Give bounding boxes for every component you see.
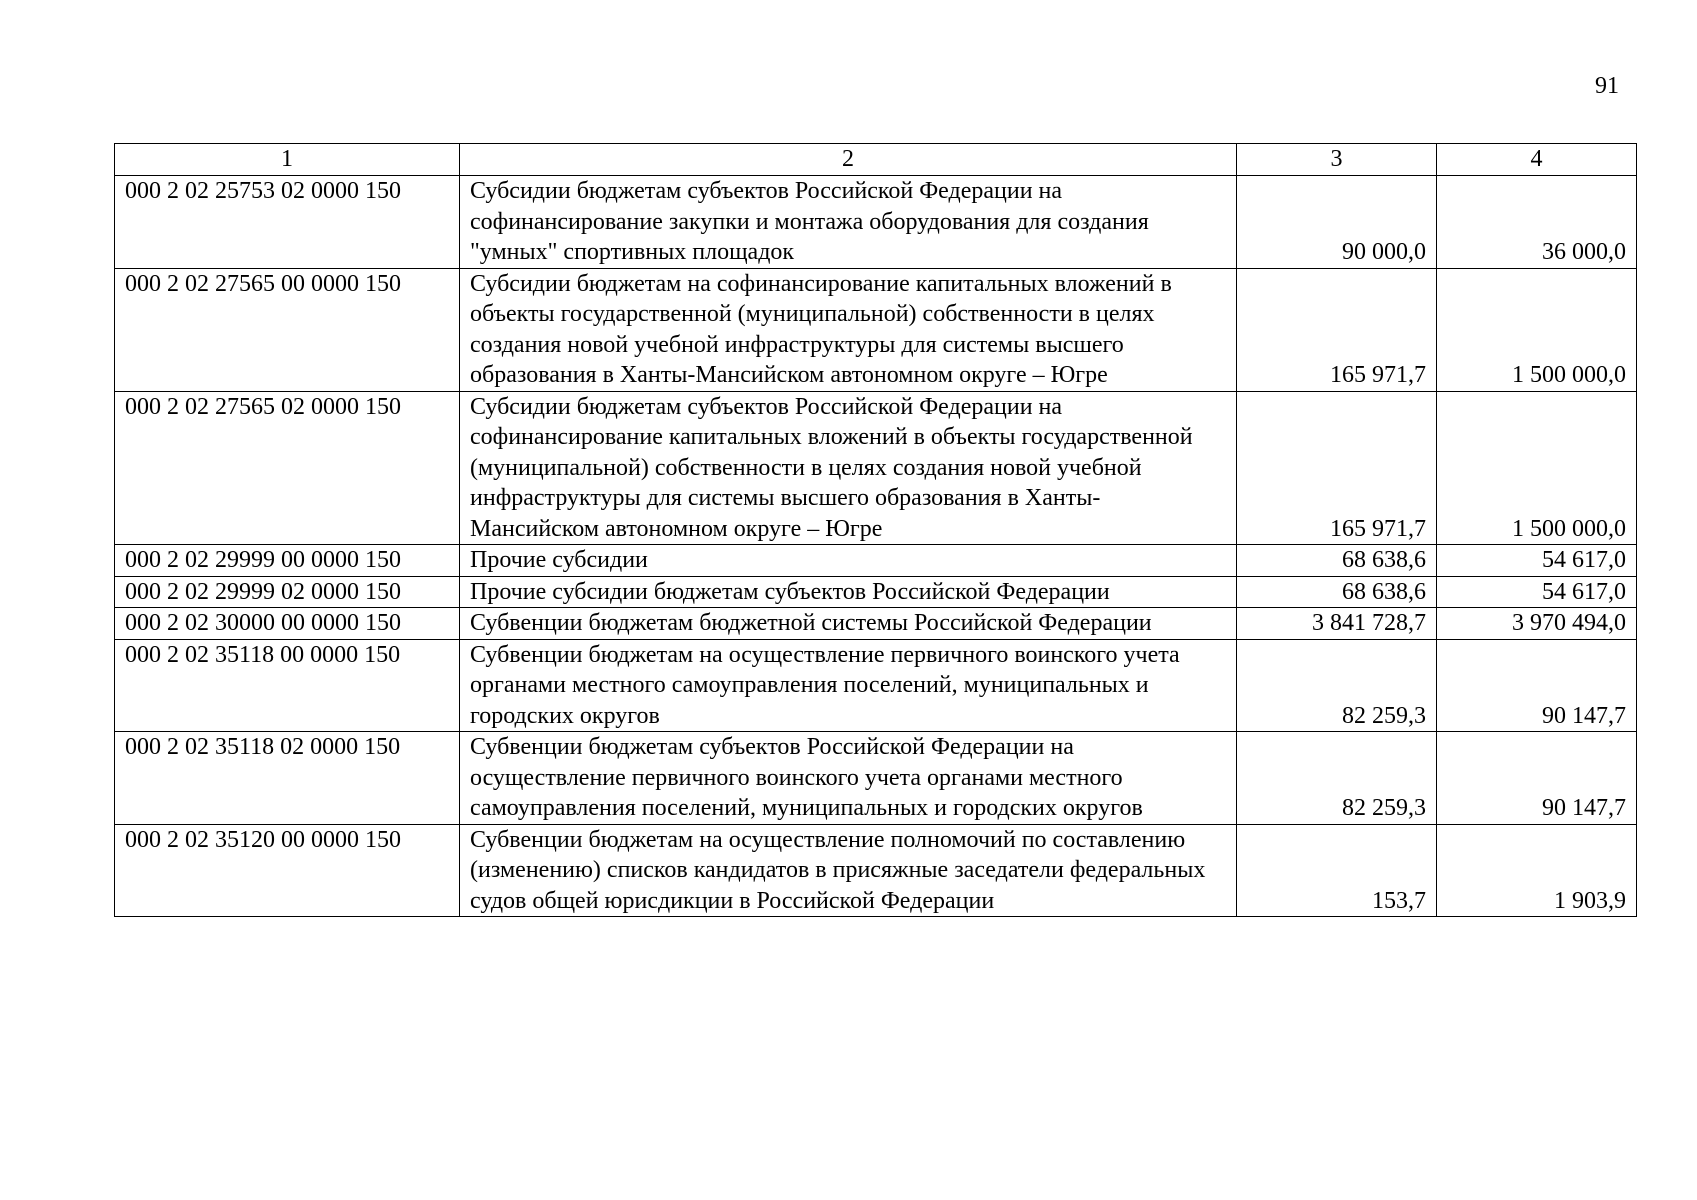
table-row	[115, 576, 1637, 608]
budget-code: 000 2 02 35118 02 0000 150	[115, 732, 460, 825]
amount-col-3: 90 000,0	[1237, 176, 1437, 269]
table-row	[115, 176, 1637, 269]
amount-col-3: 3 841 728,7	[1237, 608, 1437, 640]
income-name: Субсидии бюджетам субъектов Российской Федерации на софинансирование капитальных вложений в объекты государственной (муниципальной) собственности в целях создания новой учебной инфраструктуры для системы высшего образования в Ханты-Мансийском автономном округе – Югре	[460, 391, 1237, 545]
amount-col-4: 54 617,0	[1437, 576, 1637, 608]
amount-col-4: 1 500 000,0	[1437, 268, 1637, 391]
budget-code: 000 2 02 35118 00 0000 150	[115, 639, 460, 732]
table-row	[115, 545, 1637, 577]
income-name: Субвенции бюджетам на осуществление первичного воинского учета органами местного самоуправления поселений, муниципальных и городских округов	[460, 639, 1237, 732]
header-col-3: 3	[1237, 144, 1437, 176]
header-col-4: 4	[1437, 144, 1637, 176]
income-name: Субсидии бюджетам субъектов Российской Федерации на софинансирование закупки и монтажа оборудования для создания "умных" спортивных площадок	[460, 176, 1237, 269]
table-row	[115, 732, 1637, 825]
header-col-1: 1	[115, 144, 460, 176]
budget-table	[114, 143, 1637, 917]
amount-col-3: 165 971,7	[1237, 391, 1437, 545]
income-name: Субвенции бюджетам на осуществление полномочий по составлению (изменению) списков кандидатов в присяжные заседатели федеральных судов общей юрисдикции в Российской Федерации	[460, 824, 1237, 917]
income-name: Прочие субсидии бюджетам субъектов Российской Федерации	[460, 576, 1237, 608]
income-name: Прочие субсидии	[460, 545, 1237, 577]
budget-code: 000 2 02 29999 00 0000 150	[115, 545, 460, 577]
budget-code: 000 2 02 35120 00 0000 150	[115, 824, 460, 917]
amount-col-4: 1 500 000,0	[1437, 391, 1637, 545]
amount-col-3: 68 638,6	[1237, 545, 1437, 577]
amount-col-3: 68 638,6	[1237, 576, 1437, 608]
budget-code: 000 2 02 29999 02 0000 150	[115, 576, 460, 608]
amount-col-3: 165 971,7	[1237, 268, 1437, 391]
header-row	[115, 144, 1637, 176]
table-row	[115, 824, 1637, 917]
amount-col-3: 82 259,3	[1237, 639, 1437, 732]
table-row	[115, 608, 1637, 640]
header-col-2: 2	[460, 144, 1237, 176]
budget-code: 000 2 02 27565 00 0000 150	[115, 268, 460, 391]
income-name: Субвенции бюджетам субъектов Российской Федерации на осуществление первичного воинского учета органами местного самоуправления поселений, муниципальных и городских округов	[460, 732, 1237, 825]
income-name: Субсидии бюджетам на софинансирование капитальных вложений в объекты государственной (муниципальной) собственности в целях создания новой учебной инфраструктуры для системы высшего образования в Ханты-Мансийском автономном округе – Югре	[460, 268, 1237, 391]
income-name: Субвенции бюджетам бюджетной системы Российской Федерации	[460, 608, 1237, 640]
table-row	[115, 268, 1637, 391]
amount-col-4: 36 000,0	[1437, 176, 1637, 269]
amount-col-4: 54 617,0	[1437, 545, 1637, 577]
amount-col-3: 153,7	[1237, 824, 1437, 917]
table-row	[115, 639, 1637, 732]
budget-code: 000 2 02 27565 02 0000 150	[115, 391, 460, 545]
page-number: 91	[1595, 73, 1619, 99]
amount-col-4: 3 970 494,0	[1437, 608, 1637, 640]
budget-code: 000 2 02 25753 02 0000 150	[115, 176, 460, 269]
amount-col-4: 90 147,7	[1437, 639, 1637, 732]
amount-col-3: 82 259,3	[1237, 732, 1437, 825]
table-row	[115, 391, 1637, 545]
amount-col-4: 1 903,9	[1437, 824, 1637, 917]
budget-code: 000 2 02 30000 00 0000 150	[115, 608, 460, 640]
amount-col-4: 90 147,7	[1437, 732, 1637, 825]
